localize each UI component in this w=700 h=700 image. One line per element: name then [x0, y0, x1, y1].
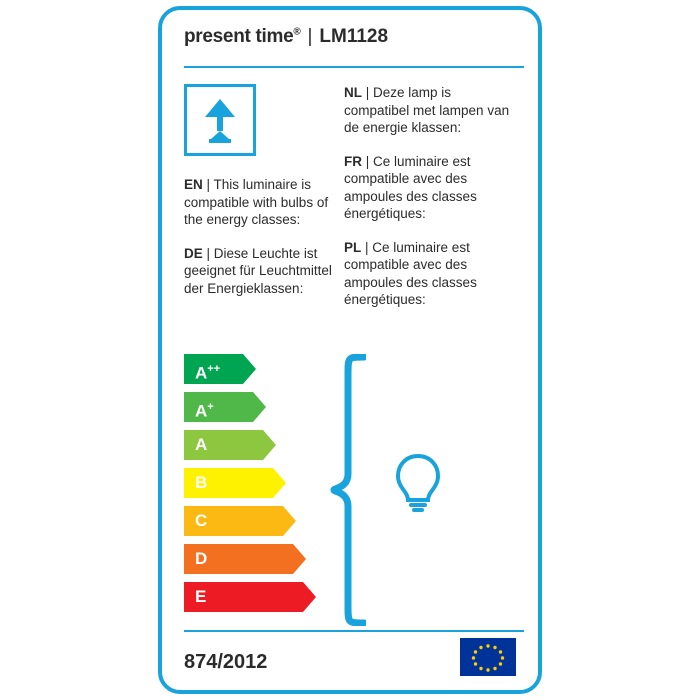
- energy-class-label: E: [195, 587, 207, 606]
- label-header: [162, 10, 538, 66]
- lang-sep-nl: |: [362, 85, 374, 100]
- model-number: LM1128: [319, 26, 389, 47]
- light-bulb-icon: [390, 450, 446, 517]
- energy-class-arrow: [184, 392, 320, 422]
- paragraph-de: [184, 245, 334, 298]
- lang-code-en: EN: [184, 177, 203, 192]
- lang-sep-de: |: [202, 245, 214, 261]
- lamp-icon-box: [184, 84, 256, 156]
- registered-trademark-symbol: ®: [293, 26, 301, 38]
- energy-class-label: C: [195, 511, 208, 530]
- energy-class-label: D: [195, 549, 208, 568]
- energy-class-arrow: [184, 354, 320, 384]
- text-column-left: [184, 176, 334, 297]
- lang-sep-fr: |: [362, 153, 374, 169]
- paragraph-en-body: This luminaire is compatible with bulbs of the energy classes:: [184, 177, 329, 227]
- energy-class-arrow: [184, 468, 320, 498]
- energy-class-label: A++: [195, 363, 221, 383]
- energy-class-row: [184, 506, 320, 540]
- energy-class-label: A+: [195, 401, 214, 421]
- energy-class-row: [184, 354, 320, 388]
- energy-class-arrow: [184, 582, 320, 612]
- energy-class-row: [184, 430, 320, 464]
- energy-class-row: [184, 582, 320, 616]
- lang-code-nl: NL: [344, 85, 362, 100]
- brand-name: present time®: [184, 26, 301, 47]
- paragraph-nl: [344, 84, 516, 137]
- paragraph-en: [184, 176, 334, 229]
- lang-code-de: DE: [184, 245, 203, 261]
- eu-flag-icon: [460, 638, 516, 676]
- paragraph-pl: [344, 239, 516, 309]
- paragraph-nl-body: Deze lamp is compatibel met lampen van de energie klassen:: [344, 85, 510, 135]
- curly-brace-icon: [330, 354, 366, 631]
- lang-sep-pl: |: [361, 239, 373, 255]
- energy-class-plus: ++: [207, 363, 221, 375]
- paragraph-de-body: Diese Leuchte ist geeignet für Leuchtmittel der Energieklassen:: [184, 245, 332, 296]
- lang-code-fr: FR: [344, 153, 362, 169]
- energy-label-card: [158, 6, 542, 694]
- energy-class-label: B: [195, 473, 208, 492]
- paragraph-fr-body: Ce luminaire est compatible avec des ampoules des classes énergétiques:: [344, 153, 477, 221]
- lang-sep-en: |: [202, 177, 214, 192]
- energy-class-plus: +: [207, 401, 214, 413]
- lang-code-pl: PL: [344, 239, 362, 255]
- regulation-number: 874/2012: [184, 651, 268, 673]
- energy-class-arrow: [184, 506, 320, 536]
- energy-class-label: A: [195, 435, 208, 454]
- text-column-right: [344, 84, 516, 309]
- header-separator: |: [307, 26, 313, 47]
- header-divider: [184, 66, 524, 68]
- energy-class-arrow: [184, 430, 320, 460]
- energy-class-row: [184, 468, 320, 502]
- paragraph-fr: [344, 153, 516, 223]
- energy-class-row: [184, 544, 320, 578]
- paragraph-pl-body: Ce luminaire est compatible avec des ampoules des classes énergétiques:: [344, 239, 477, 307]
- footer-divider: [184, 630, 524, 632]
- table-lamp-icon: [187, 87, 253, 153]
- energy-class-row: [184, 392, 320, 426]
- energy-class-list: [184, 354, 320, 620]
- energy-class-arrow: [184, 544, 320, 574]
